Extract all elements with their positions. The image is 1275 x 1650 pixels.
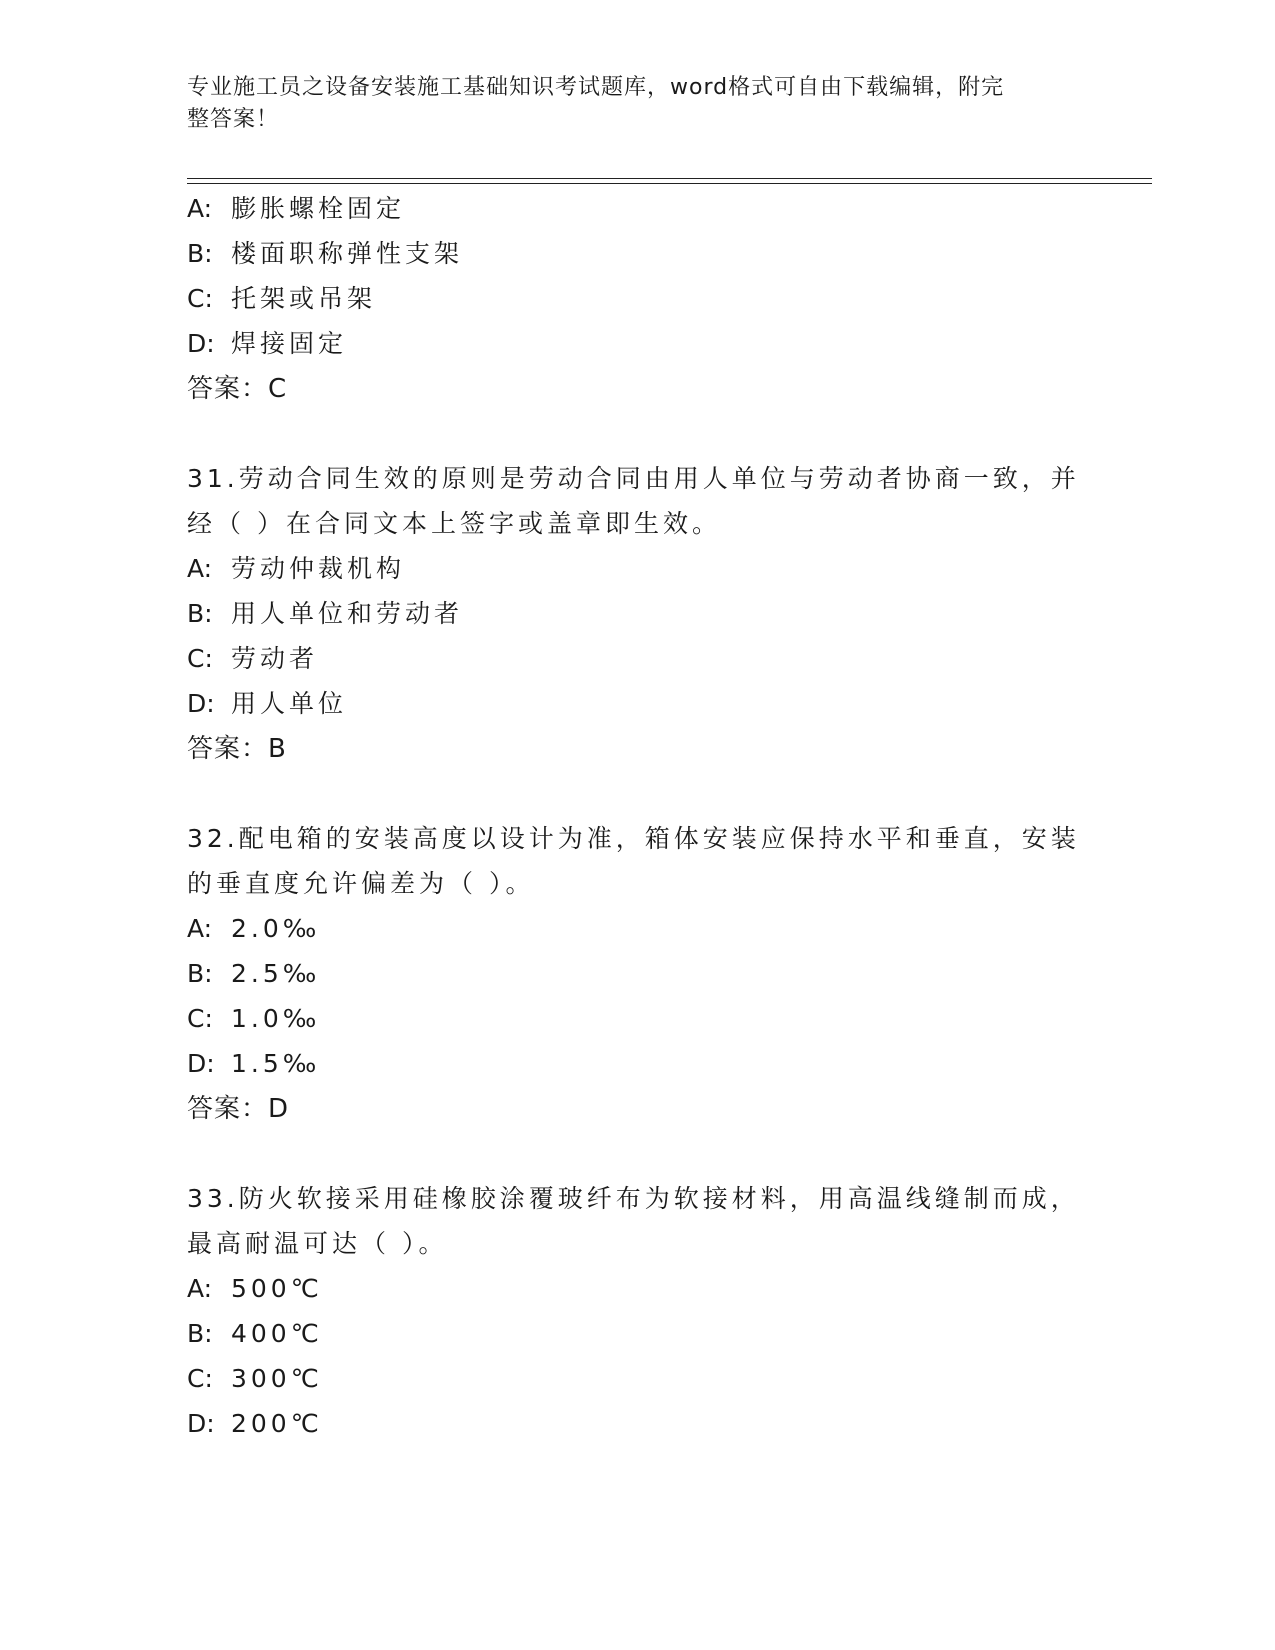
header-line-2: 整答案！: [187, 107, 280, 132]
option-text: 2.0‰: [231, 914, 321, 943]
q32-option-c: [187, 1002, 320, 1036]
option-text: 2.5‰: [231, 959, 321, 988]
option-label: B:: [187, 1319, 213, 1348]
option-label: C:: [187, 284, 213, 313]
q31-option-a: [187, 552, 405, 586]
option-text: 200℃: [231, 1409, 323, 1438]
header-divider-top: [187, 178, 1152, 179]
q30-answer: 答案：C: [187, 374, 288, 404]
header-line-1: 专业施工员之设备安装施工基础知识考试题库，word格式可自由下载编辑，附完: [187, 75, 1005, 100]
option-label: D:: [187, 329, 215, 358]
option-label: A:: [187, 554, 213, 583]
q31-option-d: [187, 687, 347, 721]
option-label: C:: [187, 644, 213, 673]
header-divider-bottom: [187, 183, 1152, 184]
option-text: 焊接固定: [231, 329, 348, 358]
option-label: A:: [187, 1274, 213, 1303]
q33-option-a: [187, 1272, 323, 1306]
q30-option-d: [187, 327, 347, 361]
q32-stem-line-1: 32.配电箱的安装高度以设计为准，箱体安装应保持水平和垂直，安装: [187, 824, 1080, 853]
option-text: 400℃: [231, 1319, 323, 1348]
option-text: 楼面职称弹性支架: [231, 239, 464, 268]
q33-option-c: [187, 1362, 323, 1396]
q31-option-c: [187, 642, 318, 676]
option-label: B:: [187, 599, 213, 628]
q32-option-a: [187, 912, 320, 946]
q31-answer: 答案：B: [187, 734, 287, 764]
q33-option-d: [187, 1407, 323, 1441]
q32-answer: 答案：D: [187, 1094, 290, 1124]
option-text: 用人单位和劳动者: [231, 599, 464, 628]
option-label: B:: [187, 959, 213, 988]
q30-option-c: [187, 282, 376, 316]
q30-option-a: [187, 192, 405, 226]
q33-option-b: [187, 1317, 323, 1351]
option-text: 500℃: [231, 1274, 323, 1303]
option-text: 用人单位: [231, 689, 348, 718]
option-text: 膨胀螺栓固定: [231, 194, 406, 223]
option-text: 1.0‰: [231, 1004, 321, 1033]
q31-stem-line-2: 经（ ）在合同文本上签字或盖章即生效。: [187, 509, 721, 538]
q32-stem-line-2: 的垂直度允许偏差为（ ）。: [187, 869, 535, 898]
q33-stem-line-2: 最高耐温可达（ ）。: [187, 1229, 448, 1258]
option-label: C:: [187, 1004, 213, 1033]
option-label: A:: [187, 914, 213, 943]
option-text: 劳动仲裁机构: [231, 554, 406, 583]
option-text: 托架或吊架: [231, 284, 377, 313]
option-text: 1.5‰: [231, 1049, 321, 1078]
option-label: D:: [187, 1409, 215, 1438]
q32-option-b: [187, 957, 320, 991]
q31-option-b: [187, 597, 463, 631]
option-label: B:: [187, 239, 213, 268]
q32-option-d: [187, 1047, 320, 1081]
option-text: 劳动者: [231, 644, 319, 673]
option-label: A:: [187, 194, 213, 223]
document-header: [187, 72, 1067, 136]
option-text: 300℃: [231, 1364, 323, 1393]
q31-stem-line-1: 31.劳动合同生效的原则是劳动合同由用人单位与劳动者协商一致，并: [187, 464, 1080, 493]
q33-stem-line-1: 33.防火软接采用硅橡胶涂覆玻纤布为软接材料，用高温线缝制而成，: [187, 1184, 1080, 1213]
option-label: C:: [187, 1364, 213, 1393]
option-label: D:: [187, 689, 215, 718]
q30-option-b: [187, 237, 463, 271]
option-label: D:: [187, 1049, 215, 1078]
